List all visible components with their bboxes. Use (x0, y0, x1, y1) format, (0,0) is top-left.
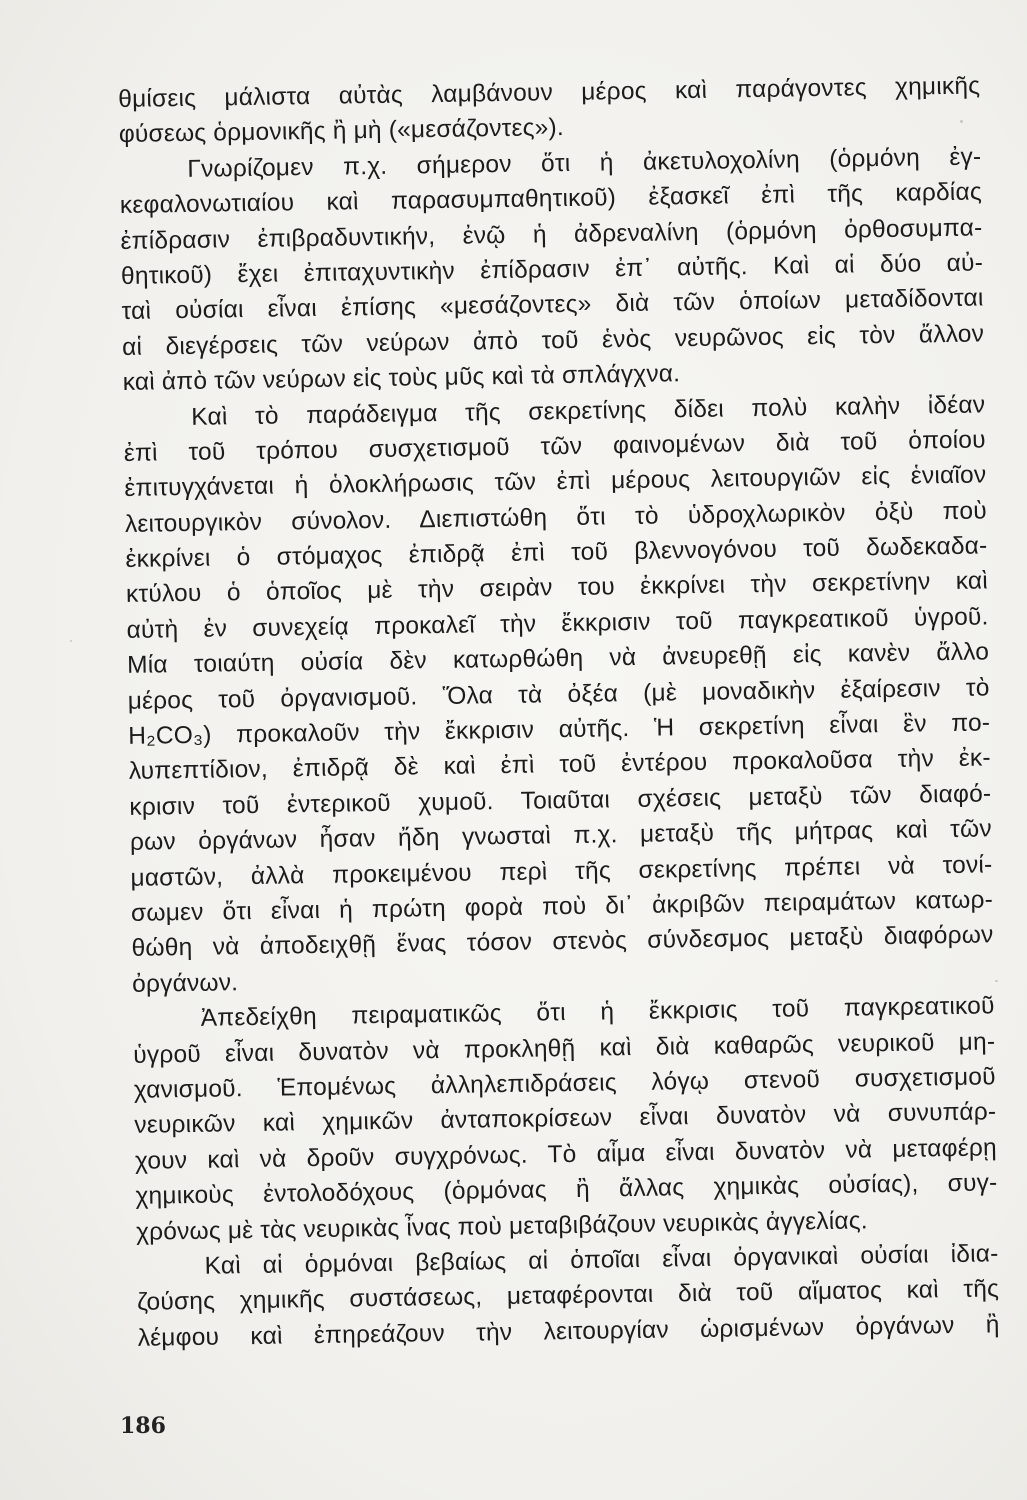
text-line: ὀργάνων. (131, 968, 239, 998)
text-line: Γνωρίζομεν π.χ. σήμερον ὅτι ἡ ἀκετυλοχολίνη (ὁρμόνη ἐγ- (187, 143, 982, 183)
text-line: κτύλου ὁ ὁποῖος μὲ τὴν σειρὰν του ἐκκρίνει τὴν σεκρετίνην καὶ (125, 567, 989, 609)
text-line: χημικοὺς ἐντολοδόχους (ὁρμόνας ἢ ἄλλας χημικὰς οὐσίας), συγ- (135, 1169, 998, 1210)
text-line: χουν καὶ νὰ δροῦν συγχρόνως. Τὸ αἷμα εἶναι δυνατὸν νὰ μεταφέρῃ (134, 1134, 998, 1175)
text-line: ἐκκρίνει ὁ στόμαχος ἐπιδρᾷ ἐπὶ τοῦ βλεννογόνου τοῦ δωδεκαδα- (125, 532, 988, 574)
text-line: θώθη νὰ ἀποδειχθῇ ἕνας τόσον στενὸς σύνδεσμος μεταξὺ διαφόρων (131, 921, 994, 963)
text-line: χανισμοῦ. Ἑπομένως ἀλληλεπιδράσεις λόγῳ στενοῦ συσχετισμοῦ (133, 1063, 996, 1104)
paper-speck (70, 640, 72, 642)
body-text (118, 68, 1000, 1355)
text-line: ἐπίδρασιν ἐπιβραδυντικήν, ἐνῷ ἡ ἀδρεναλίνη (ὁρμόνη ὀρθοσυμπα- (120, 214, 983, 255)
text-line: καὶ ἀπὸ τῶν νεύρων εἰς τοὺς μῦς καὶ τὰ σπλάγχνα. (122, 360, 681, 397)
text-line: αὐτὴ ἐν συνεχείᾳ προκαλεῖ τὴν ἔκκρισιν τοῦ παγκρεατικοῦ ὑγροῦ. (126, 603, 989, 644)
text-line: Καὶ τὸ παράδειγμα τῆς σεκρετίνης δίδει πολὺ καλὴν ἰδέαν (191, 390, 986, 431)
text-line: λειτουργικὸν σύνολον. Διεπιστώθη ὅτι τὸ ὑδροχλωρικὸν ὀξὺ ποὺ (124, 497, 988, 538)
text-line: Ἀπεδείχθη πειραματικῶς ὅτι ἡ ἔκκρισις τοῦ παγκρεατικοῦ (200, 992, 995, 1032)
text-line: φύσεως ὁρμονικῆς ἢ μὴ («μεσάζοντες»). (118, 114, 565, 149)
text-line: αἱ διεγέρσεις τῶν νεύρων ἀπὸ τοῦ ἑνὸς νευρῶνος εἰς τὸν ἄλλον (121, 320, 985, 361)
page-number: 186 (120, 1413, 166, 1439)
text-line: ρων ὀργάνων ἦσαν ἤδη γνωσταὶ π.χ. μεταξὺ τῆς μήτρας καὶ τῶν (129, 815, 993, 857)
text-line: κρισιν τοῦ ἐντερικοῦ χυμοῦ. Τοιαῦται σχέσεις μεταξὺ τῶν διαφό- (129, 780, 992, 821)
text-line: Μία τοιαύτη οὐσία δὲν κατωρθώθη νὰ ἀνευρεθῇ εἰς κανὲν ἄλλο (126, 638, 990, 680)
text-line: H₂CO₃) προκαλοῦν τὴν ἔκκρισιν αὐτῆς. Ἡ σεκρετίνη εἶναι ἓν πο- (128, 709, 991, 750)
text-line: ζούσης χημικῆς συστάσεως, μεταφέρονται διὰ τοῦ αἵματος καὶ τῆς (136, 1275, 1000, 1317)
text-line: ταὶ οὐσίαι εἶναι ἐπίσης «μεσάζοντες» διὰ τῶν ὁποίων μεταδίδονται (121, 284, 984, 326)
text-line: ὑγροῦ εἶναι δυνατὸν νὰ προκληθῇ καὶ διὰ καθαρῶς νευρικοῦ μη- (133, 1027, 996, 1069)
text-line: Καὶ αἱ ὁρμόναι βεβαίως αἱ ὁποῖαι εἶναι ὀργανικαὶ οὐσίαι ἰδια- (204, 1240, 999, 1280)
text-line: θμίσεις μάλιστα αὐτὰς λαμβάνουν μέρος καὶ παράγοντες χημικῆς (118, 72, 981, 113)
text-line: λυπεπτίδιον, ἐπιδρᾷ δὲ καὶ ἐπὶ τοῦ ἐντέρου προκαλοῦσα τὴν ἐκ- (128, 744, 991, 786)
text-line: κεφαλονωτιαίου καὶ παρασυμπαθητικοῦ) ἐξασκεῖ ἐπὶ τῆς καρδίας (119, 178, 983, 220)
text-line: μέρος τοῦ ὀργανισμοῦ. Ὅλα τὰ ὀξέα (μὲ μοναδικὴν ἐξαίρεσιν τὸ (127, 674, 990, 715)
text-line: μαστῶν, ἀλλὰ προκειμένου περὶ τῆς σεκρετίνης πρέπει νὰ τονί- (130, 850, 993, 892)
text-line: ἐπὶ τοῦ τρόπου συσχετισμοῦ τῶν φαινομένων διὰ τοῦ ὁποίου (123, 426, 986, 467)
text-line: θητικοῦ) ἔχει ἐπιταχυντικὴν ἐπίδρασιν ἐπ᾽ αὐτῆς. Καὶ αἱ δύο αὐ- (120, 249, 984, 290)
text-line: σωμεν ὅτι εἶναι ἡ πρώτη φορὰ ποὺ δι᾽ ἀκριβῶν πειραμάτων κατωρ- (130, 886, 994, 927)
text-line: ἐπιτυγχάνεται ἡ ὁλοκλήρωσις τῶν ἐπὶ μέρους λειτουργιῶν εἰς ἑνιαῖον (124, 461, 987, 503)
text-line: λέμφου καὶ ἐπηρεάζουν τὴν λειτουργίαν ὡρισμένων ὀργάνων ἢ (137, 1310, 1000, 1352)
text-line: χρόνως μὲ τὰς νευρικὰς ἶνας ποὺ μεταβιβάζουν νευρικὰς ἀγγελίας. (135, 1206, 868, 1246)
paper-speck (995, 980, 998, 982)
text-line: νευρικῶν καὶ χημικῶν ἀνταποκρίσεων εἶναι δυνατὸν νὰ συνυπάρ- (134, 1098, 997, 1140)
